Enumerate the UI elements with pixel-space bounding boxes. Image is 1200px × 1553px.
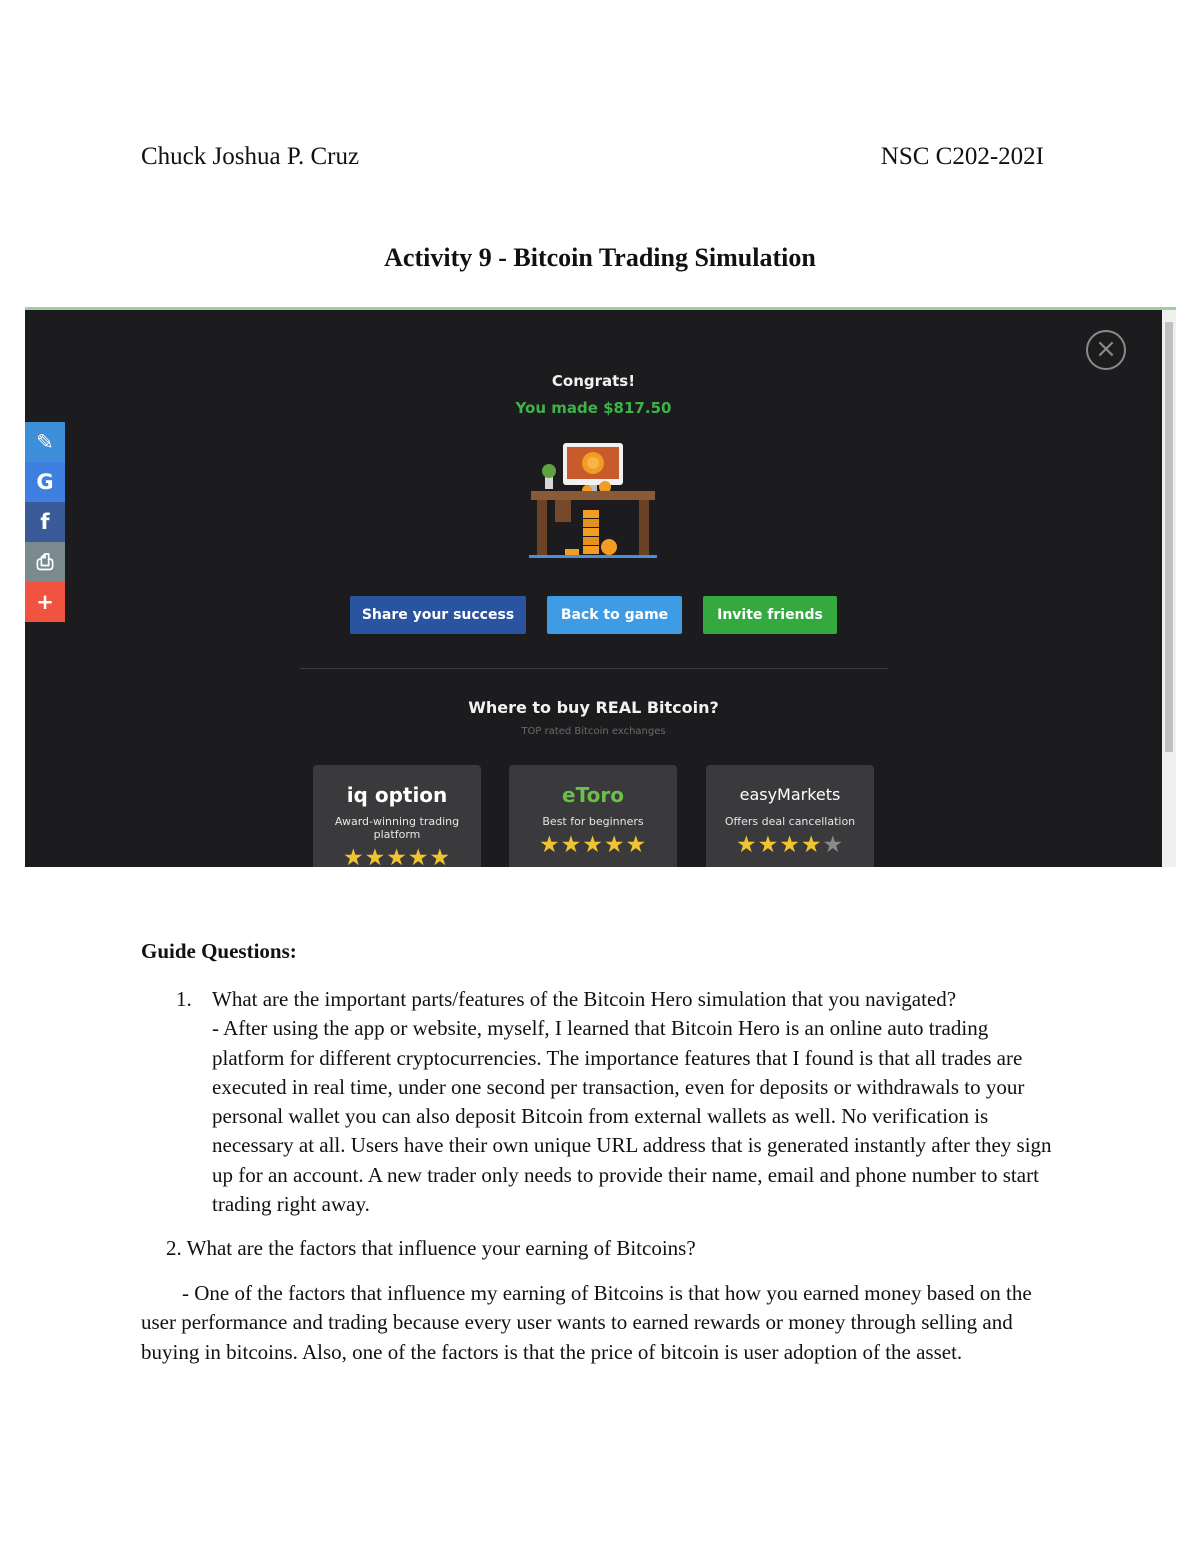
star-icon: ★ <box>538 832 561 858</box>
print-icon[interactable]: ⎙ <box>25 542 65 582</box>
exchange-name: eToro <box>562 783 624 807</box>
star-icon: ★ <box>364 845 387 867</box>
star-icon: ★ <box>625 832 648 858</box>
star-icon: ★ <box>822 832 845 858</box>
earnings-text: You made $817.50 <box>515 399 672 417</box>
star-rating <box>706 832 874 858</box>
where-to-buy-heading: Where to buy REAL Bitcoin? <box>468 698 719 717</box>
google-icon[interactable]: G <box>25 462 65 502</box>
star-icon: ★ <box>779 832 801 858</box>
scrollbar-thumb[interactable] <box>1165 322 1173 752</box>
star-icon: ★ <box>582 832 604 858</box>
desk-icon <box>531 491 655 500</box>
plant-icon <box>542 464 556 478</box>
question-1-number: 1. <box>176 987 192 1011</box>
star-rating <box>313 845 481 867</box>
guide-questions-heading: Guide Questions: <box>141 939 297 963</box>
star-icon: ★ <box>757 832 780 858</box>
star-icon: ★ <box>429 845 452 867</box>
back-to-game-button[interactable]: Back to game <box>547 596 682 634</box>
question-2-text: 2. What are the factors that influence your earning of Bitcoins? <box>166 1236 696 1260</box>
star-icon: ★ <box>603 832 626 858</box>
exchange-card-iqoption[interactable] <box>313 765 481 867</box>
star-icon: ★ <box>560 832 583 858</box>
star-rating <box>509 832 677 858</box>
share-success-button[interactable]: Share your success <box>350 596 526 634</box>
exchange-card-etoro[interactable] <box>509 765 677 867</box>
close-icon[interactable]: × <box>1086 330 1126 370</box>
page-title: Activity 9 - Bitcoin Trading Simulation <box>384 243 816 272</box>
exchange-name: iq option <box>346 783 448 807</box>
star-icon: ★ <box>407 845 430 867</box>
star-icon: ★ <box>735 832 758 858</box>
plus-icon[interactable]: + <box>25 582 65 622</box>
question-1 <box>212 985 1062 1219</box>
exchange-card-easymarkets[interactable] <box>706 765 874 867</box>
coin-stack-icon <box>583 510 599 518</box>
exchange-tagline: Award-winning trading platform <box>334 815 460 841</box>
star-icon: ★ <box>386 845 408 867</box>
game-screenshot <box>25 307 1176 867</box>
scrollbar[interactable] <box>1162 310 1176 867</box>
exchange-tagline: Offers deal cancellation <box>724 815 856 828</box>
invite-friends-button[interactable]: Invite friends <box>703 596 837 634</box>
share-sidebar <box>25 422 65 622</box>
question-2-answer: - One of the factors that influence my earning of Bitcoins is that how you earned money based on the user performance and trading because every user wants to earned rewards or money through selling and buying in bitcoins. Also, one of the factors is that the price of bitcoin is user adoption of the asset. <box>141 1281 1032 1364</box>
trader-desk-illustration <box>525 435 665 560</box>
star-icon: ★ <box>342 845 365 867</box>
exchange-name: easyMarkets <box>739 785 841 804</box>
where-to-buy-subtitle: TOP rated Bitcoin exchanges <box>521 726 666 737</box>
exchange-tagline: Best for beginners <box>542 815 644 828</box>
star-icon: ★ <box>800 832 823 858</box>
question-1-text: What are the important parts/features of the Bitcoin Hero simulation that you navigated? <box>212 987 957 1011</box>
plant-pot-icon <box>545 477 553 489</box>
question-1-answer: - After using the app or website, myself, I learned that Bitcoin Hero is an online auto trading platform for different cryptocurrencies. The importance features that I found is that all trades are executed in real time, under one second per transaction, even for deposits or withdrawals to your personal wallet you can also deposit Bitcoin from external wallets as well. No verification is necessary at all. Users have their own unique URL address that is generated instantly after they sign up for an account. A new trader only needs to provide their name, email and phone number to start trading right away. <box>212 1016 1052 1217</box>
congrats-heading: Congrats! <box>551 372 636 390</box>
facebook-icon[interactable]: f <box>25 502 65 542</box>
pencil-icon[interactable]: ✎ <box>25 422 65 462</box>
author-name: Chuck Joshua P. Cruz <box>141 143 360 170</box>
course-code: NSC C202-202I <box>880 143 1044 170</box>
divider <box>300 668 888 669</box>
